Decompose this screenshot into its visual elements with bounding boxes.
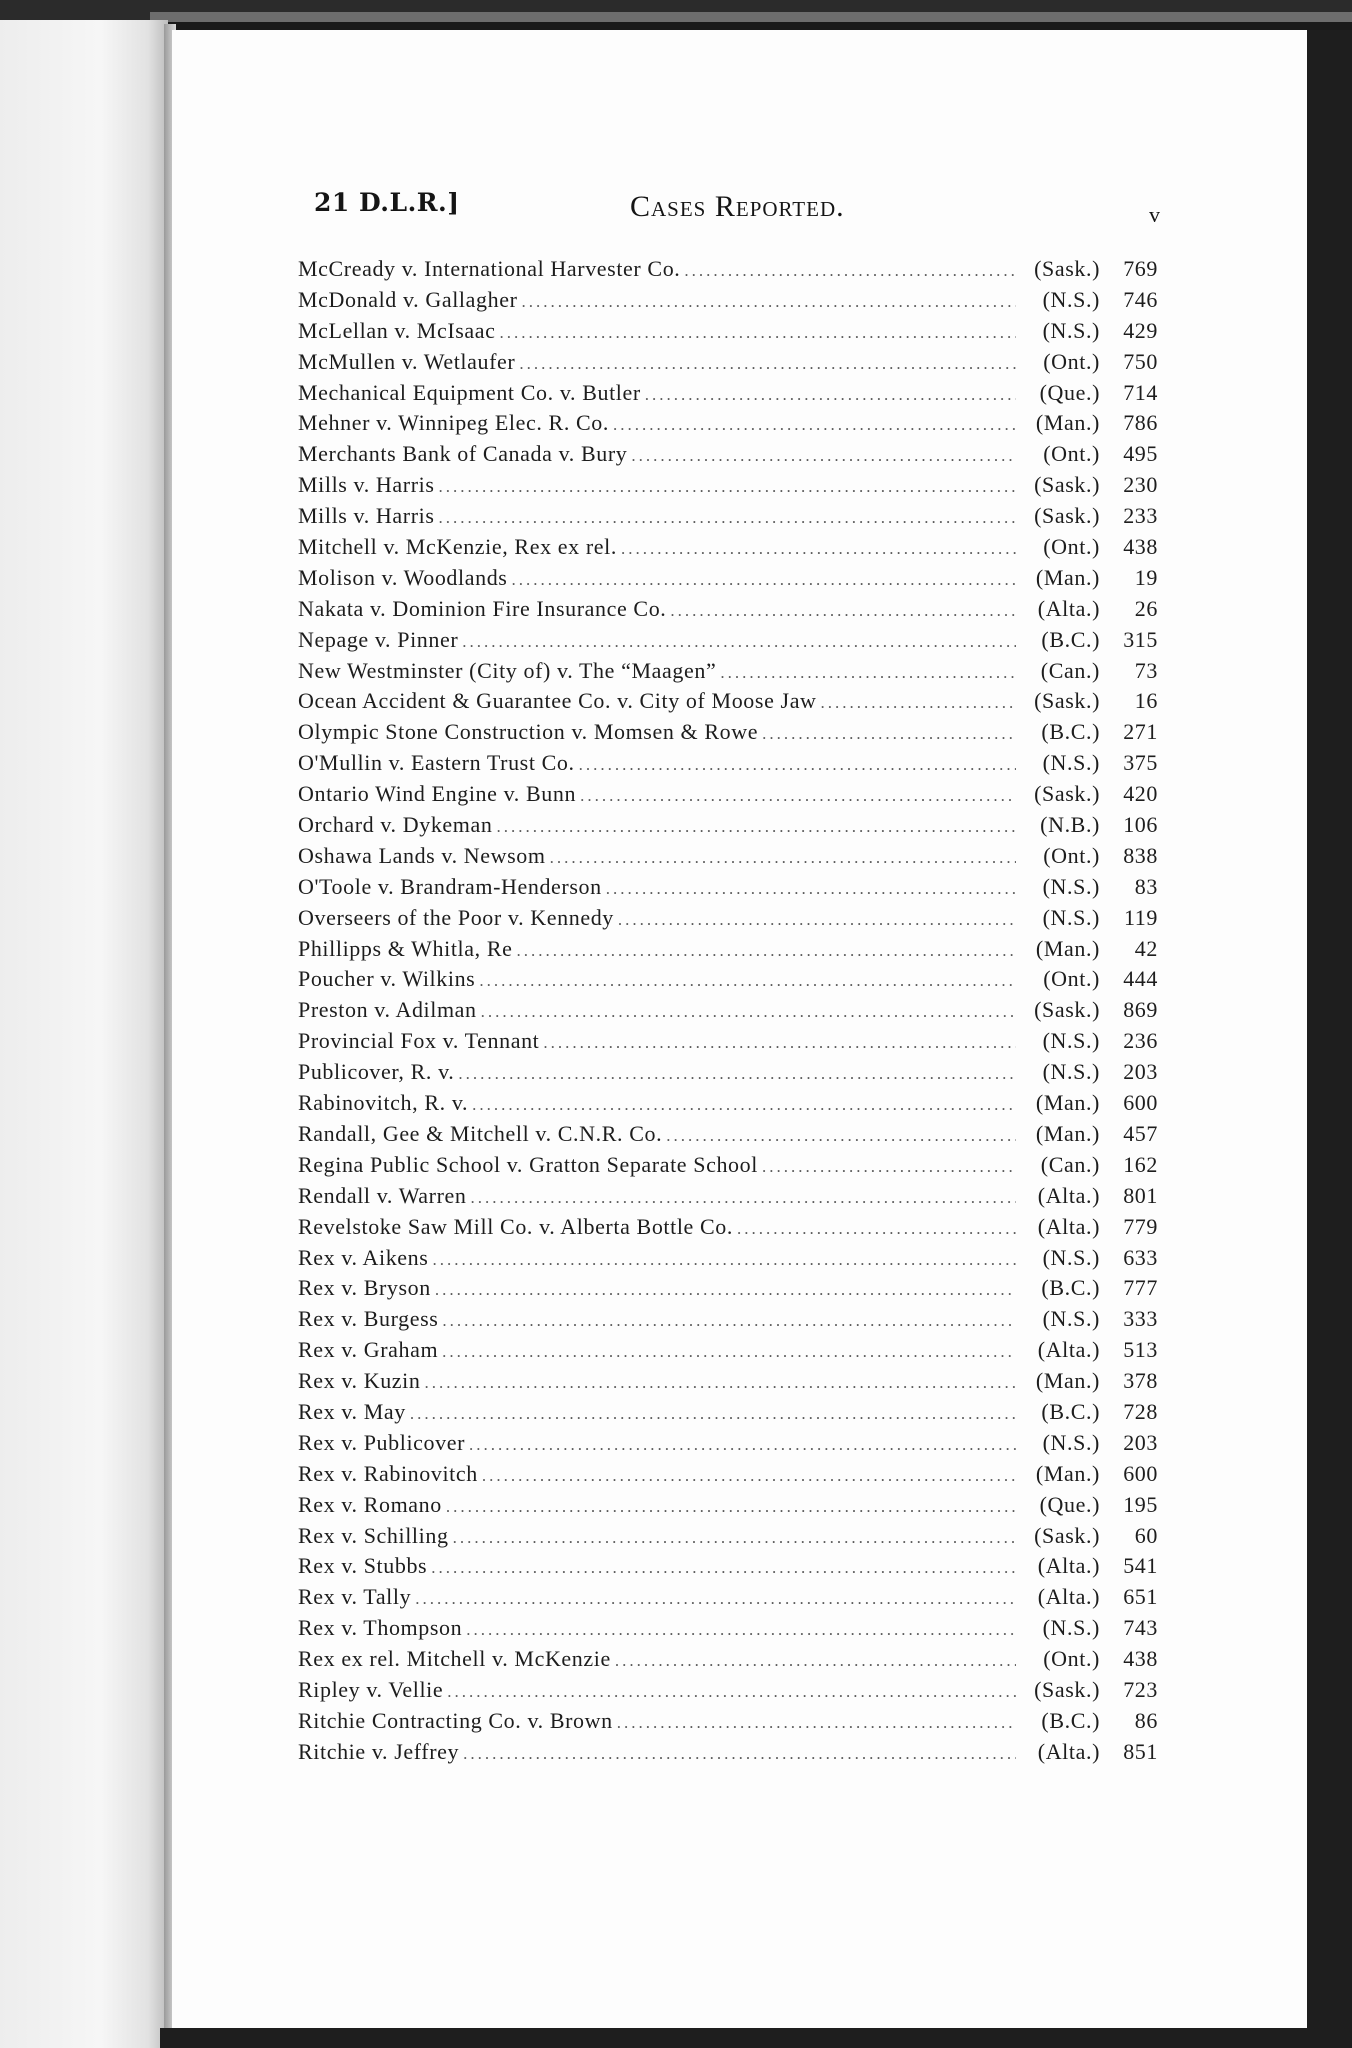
- case-entry: [298, 1028, 1158, 1059]
- case-province: (N.B.): [1040, 812, 1100, 838]
- case-province: (B.C.): [1041, 626, 1100, 652]
- case-name: O'Toole v. Brandram-Henderson: [298, 873, 602, 899]
- scan-right-edge: [1307, 30, 1352, 2048]
- dot-leader: [435, 1280, 1016, 1300]
- case-entry: [298, 781, 1158, 812]
- case-page-number: 786: [1123, 410, 1158, 436]
- case-page-number: 750: [1123, 348, 1158, 374]
- case-page-number: 728: [1123, 1398, 1158, 1424]
- dot-leader: [621, 539, 1016, 559]
- case-province: (B.C.): [1041, 719, 1100, 745]
- case-name: Molison v. Woodlands: [298, 564, 508, 590]
- dot-leader: [737, 1219, 1016, 1239]
- case-list: [298, 256, 1158, 1770]
- dot-leader: [446, 1497, 1016, 1517]
- dot-leader: [511, 570, 1016, 590]
- case-name: Revelstoke Saw Mill Co. v. Alberta Bottle Co.: [298, 1213, 733, 1239]
- case-province: (N.S.): [1042, 286, 1100, 312]
- case-province: (Ont.): [1043, 1646, 1100, 1672]
- dot-leader: [442, 1342, 1016, 1362]
- case-province: (Man.): [1035, 1460, 1100, 1486]
- dot-leader: [424, 1373, 1016, 1393]
- case-entry: [298, 1368, 1158, 1399]
- case-province: (N.S.): [1042, 1028, 1100, 1054]
- dot-leader: [613, 415, 1016, 435]
- case-page-number: 600: [1123, 1460, 1158, 1486]
- case-province: (B.C.): [1041, 1275, 1100, 1301]
- case-entry: [298, 1677, 1158, 1708]
- case-province: (Man.): [1035, 1120, 1100, 1146]
- case-entry: [298, 380, 1158, 411]
- case-name: Olympic Stone Construction v. Momsen & Rowe: [298, 719, 759, 745]
- dot-leader: [550, 848, 1016, 868]
- dot-leader: [471, 1188, 1017, 1208]
- case-entry: [298, 1121, 1158, 1152]
- case-name: Provincial Fox v. Tennant: [298, 1028, 540, 1054]
- case-entry: [298, 1306, 1158, 1337]
- case-name: McMullen v. Wetlaufer: [298, 348, 516, 374]
- case-name: McLellan v. McIsaac: [298, 317, 496, 343]
- case-name: Mills v. Harris: [298, 472, 435, 498]
- case-page-number: 230: [1123, 472, 1158, 498]
- case-page-number: 444: [1123, 966, 1158, 992]
- case-entry: [298, 349, 1158, 380]
- case-name: Overseers of the Poor v. Kennedy: [298, 904, 614, 930]
- case-page-number: 162: [1123, 1151, 1158, 1177]
- dot-leader: [479, 971, 1016, 991]
- case-page-number: 236: [1123, 1028, 1158, 1054]
- case-province: (Alta.): [1037, 595, 1100, 621]
- case-province: (Can.): [1040, 657, 1100, 683]
- dot-leader: [442, 1311, 1016, 1331]
- case-name: Ocean Accident & Guarantee Co. v. City of Moose Jaw: [298, 688, 817, 714]
- case-entry: [298, 410, 1158, 441]
- case-province: (B.C.): [1041, 1707, 1100, 1733]
- case-province: (Alta.): [1037, 1213, 1100, 1239]
- dot-leader: [469, 1435, 1016, 1455]
- case-entry: [298, 534, 1158, 565]
- case-page-number: 203: [1123, 1429, 1158, 1455]
- case-entry: [298, 1245, 1158, 1276]
- case-province: (Alta.): [1037, 1182, 1100, 1208]
- case-name: Rex ex rel. Mitchell v. McKenzie: [298, 1646, 611, 1672]
- case-page-number: 777: [1123, 1275, 1158, 1301]
- case-entry: [298, 1461, 1158, 1492]
- case-name: Mechanical Equipment Co. v. Butler: [298, 379, 641, 405]
- case-name: Ontario Wind Engine v. Bunn: [298, 781, 577, 807]
- case-province: (N.S.): [1042, 1429, 1100, 1455]
- dot-leader: [543, 1033, 1016, 1053]
- case-page-number: 869: [1123, 997, 1158, 1023]
- case-name: Ritchie v. Jeffrey: [298, 1738, 460, 1764]
- dot-leader: [462, 632, 1016, 652]
- case-page-number: 203: [1123, 1059, 1158, 1085]
- dot-leader: [466, 1620, 1016, 1640]
- case-entry: [298, 1152, 1158, 1183]
- case-province: (Que.): [1039, 1491, 1100, 1517]
- case-page-number: 714: [1123, 379, 1158, 405]
- case-entry: [298, 318, 1158, 349]
- dot-leader: [453, 1528, 1016, 1548]
- case-entry: [298, 997, 1158, 1028]
- dot-leader: [522, 292, 1017, 312]
- case-page-number: 195: [1123, 1491, 1158, 1517]
- dot-leader: [482, 1466, 1016, 1486]
- dot-leader: [615, 1651, 1016, 1671]
- dot-leader: [631, 446, 1016, 466]
- dot-leader: [821, 693, 1016, 713]
- case-page-number: 746: [1123, 286, 1158, 312]
- dot-leader: [496, 817, 1016, 837]
- case-page-number: 429: [1123, 317, 1158, 343]
- case-entry: [298, 1523, 1158, 1554]
- case-name: Publicover, R. v.: [298, 1059, 455, 1085]
- dot-leader: [618, 910, 1016, 930]
- case-name: Phillipps & Whitla, Re: [298, 935, 513, 961]
- case-province: (Sask.): [1034, 472, 1100, 498]
- case-page-number: 651: [1123, 1584, 1158, 1610]
- case-entry: [298, 1430, 1158, 1461]
- case-name: Mills v. Harris: [298, 503, 435, 529]
- case-entry: [298, 1183, 1158, 1214]
- dot-leader: [415, 1589, 1016, 1609]
- case-page-number: 541: [1123, 1553, 1158, 1579]
- case-name: Rendall v. Warren: [298, 1182, 467, 1208]
- dot-leader: [762, 724, 1016, 744]
- case-province: (Alta.): [1037, 1738, 1100, 1764]
- dot-leader: [519, 354, 1016, 374]
- case-province: (N.S.): [1042, 750, 1100, 776]
- dot-leader: [720, 663, 1016, 683]
- case-name: Rex v. Burgess: [298, 1306, 439, 1332]
- dot-leader: [447, 1682, 1016, 1702]
- case-page-number: 42: [1134, 935, 1158, 961]
- case-name: New Westminster (City of) v. The “Maagen”: [298, 657, 717, 683]
- case-name: Poucher v. Wilkins: [298, 966, 476, 992]
- case-name: Rex v. Romano: [298, 1491, 442, 1517]
- scan-top-edge: [0, 0, 1352, 22]
- case-entry: [298, 1646, 1158, 1677]
- case-name: Nakata v. Dominion Fire Insurance Co.: [298, 595, 667, 621]
- case-province: (N.S.): [1042, 1306, 1100, 1332]
- dot-leader: [458, 1064, 1016, 1084]
- case-page-number: 26: [1134, 595, 1158, 621]
- case-name: Preston v. Adilman: [298, 997, 477, 1023]
- dot-leader: [762, 1157, 1016, 1177]
- case-page-number: 851: [1123, 1738, 1158, 1764]
- case-province: (Man.): [1035, 935, 1100, 961]
- case-page-number: 633: [1123, 1244, 1158, 1270]
- case-name: Regina Public School v. Gratton Separate School: [298, 1151, 758, 1177]
- dot-leader: [580, 786, 1016, 806]
- page-numeral: v: [1149, 202, 1160, 227]
- case-entry: [298, 1553, 1158, 1584]
- dot-leader: [432, 1250, 1016, 1270]
- case-province: (Alta.): [1037, 1553, 1100, 1579]
- case-province: (Alta.): [1037, 1584, 1100, 1610]
- case-page-number: 743: [1123, 1615, 1158, 1641]
- case-province: (N.S.): [1042, 904, 1100, 930]
- case-page-number: 838: [1123, 842, 1158, 868]
- case-name: Ritchie Contracting Co. v. Brown: [298, 1707, 613, 1733]
- case-page-number: 723: [1123, 1676, 1158, 1702]
- case-entry: [298, 596, 1158, 627]
- case-page-number: 495: [1123, 441, 1158, 467]
- case-province: (N.S.): [1042, 1615, 1100, 1641]
- dot-leader: [666, 1126, 1016, 1146]
- case-province: (N.S.): [1042, 1059, 1100, 1085]
- case-province: (Sask.): [1034, 503, 1100, 529]
- case-entry: [298, 750, 1158, 781]
- case-page-number: 420: [1123, 781, 1158, 807]
- case-name: Rex v. Publicover: [298, 1429, 466, 1455]
- case-province: (Can.): [1040, 1151, 1100, 1177]
- case-entry: [298, 472, 1158, 503]
- case-name: Ripley v. Vellie: [298, 1676, 444, 1702]
- case-entry: [298, 688, 1158, 719]
- case-page-number: 73: [1134, 657, 1158, 683]
- case-entry: [298, 1399, 1158, 1430]
- case-page-number: 60: [1134, 1522, 1158, 1548]
- case-entry: [298, 1708, 1158, 1739]
- case-name: Rex v. Bryson: [298, 1275, 431, 1301]
- case-page-number: 233: [1123, 503, 1158, 529]
- dot-leader: [500, 323, 1017, 343]
- case-province: (Ont.): [1043, 842, 1100, 868]
- case-province: (Sask.): [1034, 1522, 1100, 1548]
- case-entry: [298, 1337, 1158, 1368]
- case-province: (Ont.): [1043, 441, 1100, 467]
- case-entry: [298, 565, 1158, 596]
- scan-bottom-edge: [160, 2028, 1352, 2048]
- case-page-number: 769: [1123, 256, 1158, 281]
- dot-leader: [645, 385, 1016, 405]
- case-page-number: 457: [1123, 1120, 1158, 1146]
- case-page-number: 600: [1123, 1090, 1158, 1116]
- page-title: Cases Reported.: [630, 190, 845, 223]
- case-province: (Man.): [1035, 1368, 1100, 1394]
- case-entry: [298, 1492, 1158, 1523]
- case-name: Rex v. Tally: [298, 1584, 412, 1610]
- case-entry: [298, 658, 1158, 689]
- case-province: (Que.): [1039, 379, 1100, 405]
- dot-leader: [472, 1095, 1016, 1115]
- dot-leader: [439, 508, 1016, 528]
- case-entry: [298, 1275, 1158, 1306]
- dot-leader: [439, 477, 1016, 497]
- case-name: Mehner v. Winnipeg Elec. R. Co.: [298, 410, 609, 436]
- case-name: McCready v. International Harvester Co.: [298, 256, 681, 281]
- case-province: (Alta.): [1037, 1337, 1100, 1363]
- case-name: Mitchell v. McKenzie, Rex ex rel.: [298, 534, 617, 560]
- case-name: Rex v. Thompson: [298, 1615, 463, 1641]
- dot-leader: [606, 879, 1016, 899]
- case-entry: [298, 627, 1158, 658]
- case-entry: [298, 1615, 1158, 1646]
- case-name: O'Mullin v. Eastern Trust Co.: [298, 750, 575, 776]
- case-page-number: 378: [1123, 1368, 1158, 1394]
- dot-leader: [579, 755, 1016, 775]
- case-name: Rex v. Rabinovitch: [298, 1460, 478, 1486]
- case-page-number: 16: [1134, 688, 1158, 714]
- case-name: Merchants Bank of Canada v. Bury: [298, 441, 628, 467]
- dot-leader: [463, 1744, 1016, 1764]
- case-page-number: 119: [1124, 904, 1158, 930]
- case-page-number: 106: [1123, 812, 1158, 838]
- case-name: Rex v. Graham: [298, 1337, 439, 1363]
- case-name: McDonald v. Gallagher: [298, 286, 518, 312]
- case-page-number: 438: [1123, 1646, 1158, 1672]
- case-province: (N.S.): [1042, 317, 1100, 343]
- dot-leader: [617, 1713, 1016, 1733]
- case-province: (Sask.): [1034, 1676, 1100, 1702]
- case-province: (Man.): [1035, 410, 1100, 436]
- case-entry: [298, 256, 1158, 287]
- case-province: (B.C.): [1041, 1398, 1100, 1424]
- running-header: [310, 184, 1160, 228]
- case-page-number: 801: [1123, 1182, 1158, 1208]
- case-page-number: 86: [1134, 1707, 1158, 1733]
- dot-leader: [431, 1558, 1016, 1578]
- case-name: Rex v. Aikens: [298, 1244, 429, 1270]
- case-province: (Man.): [1035, 564, 1100, 590]
- case-page-number: 271: [1123, 719, 1158, 745]
- case-province: (Sask.): [1034, 256, 1100, 281]
- case-province: (Sask.): [1034, 688, 1100, 714]
- case-page-number: 315: [1123, 626, 1158, 652]
- case-entry: [298, 966, 1158, 997]
- case-entry: [298, 1059, 1158, 1090]
- case-page-number: 19: [1134, 564, 1158, 590]
- case-name: Rex v. Kuzin: [298, 1368, 421, 1394]
- volume-label: 21 D.L.R.]: [314, 188, 460, 217]
- case-name: Rex v. May: [298, 1398, 406, 1424]
- case-entry: [298, 1739, 1158, 1770]
- case-province: (N.S.): [1042, 873, 1100, 899]
- case-entry: [298, 441, 1158, 472]
- case-entry: [298, 843, 1158, 874]
- dot-leader: [481, 1002, 1016, 1022]
- dot-leader: [516, 941, 1016, 961]
- dot-leader: [670, 601, 1016, 621]
- case-entry: [298, 1090, 1158, 1121]
- case-entry: [298, 905, 1158, 936]
- case-province: (Ont.): [1043, 348, 1100, 374]
- dot-leader: [410, 1404, 1016, 1424]
- case-name: Rabinovitch, R. v.: [298, 1090, 469, 1116]
- case-province: (N.S.): [1042, 1244, 1100, 1270]
- case-page-number: 779: [1123, 1213, 1158, 1239]
- case-entry: [298, 1214, 1158, 1245]
- case-page-number: 375: [1123, 750, 1158, 776]
- case-name: Randall, Gee & Mitchell v. C.N.R. Co.: [298, 1120, 663, 1146]
- case-entry: [298, 936, 1158, 967]
- case-province: (Sask.): [1034, 781, 1100, 807]
- dot-leader: [684, 261, 1016, 281]
- case-entry: [298, 503, 1158, 534]
- case-entry: [298, 719, 1158, 750]
- case-page-number: 513: [1123, 1337, 1158, 1363]
- case-entry: [298, 874, 1158, 905]
- left-page-edge: [0, 20, 168, 2048]
- case-name: Rex v. Schilling: [298, 1522, 449, 1548]
- case-entry: [298, 812, 1158, 843]
- case-entry: [298, 287, 1158, 318]
- case-province: (Ont.): [1043, 966, 1100, 992]
- case-province: (Man.): [1035, 1090, 1100, 1116]
- case-province: (Ont.): [1043, 534, 1100, 560]
- case-page-number: 83: [1134, 873, 1158, 899]
- case-name: Oshawa Lands v. Newsom: [298, 842, 546, 868]
- case-entry: [298, 1584, 1158, 1615]
- case-page-number: 333: [1123, 1306, 1158, 1332]
- case-province: (Sask.): [1034, 997, 1100, 1023]
- case-name: Rex v. Stubbs: [298, 1553, 428, 1579]
- case-name: Orchard v. Dykeman: [298, 812, 493, 838]
- case-name: Nepage v. Pinner: [298, 626, 459, 652]
- case-page-number: 438: [1123, 534, 1158, 560]
